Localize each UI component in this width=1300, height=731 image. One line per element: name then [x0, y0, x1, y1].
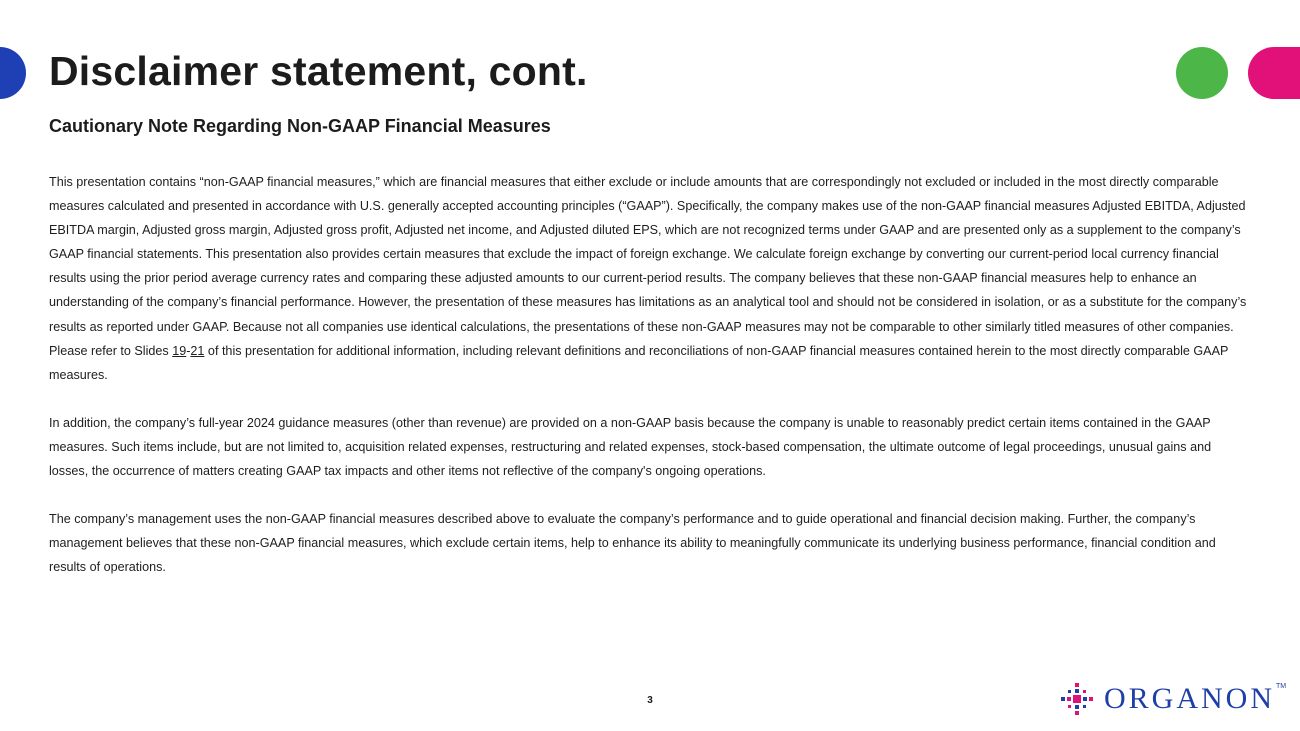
paragraph-1-tail: of this presentation for additional information, including relevant definitions and reconciliations of non-GAAP financial measures contained herein to the most directly comparable GAAP measures.: [49, 343, 1229, 382]
slide-19-link[interactable]: 19: [172, 343, 187, 358]
paragraph-2: In addition, the company’s full-year 2024 guidance measures (other than revenue) are provided on a non-GAAP basis because the company is unable to reasonably predict certain items contained in the GAAP measures. Such items include, but are not limited to, acquisition related expenses, restructuring and related expenses, stock-based compensation, the ultimate outcome of legal proceedings, unusual gains and losses, the occurrence of matters creating GAAP tax impacts and other items not reflective of the company's ongoing operations.: [49, 415, 1212, 479]
logo-wordmark: ORGANON: [1104, 682, 1275, 715]
green-accent-circle: [1176, 47, 1228, 99]
page-number: 3: [647, 695, 653, 706]
organon-cross-icon: [1060, 682, 1094, 716]
left-accent-shape: [0, 47, 26, 99]
paragraph-1: [49, 170, 1249, 387]
disclaimer-body: [49, 170, 1249, 603]
page-title: Disclaimer statement, cont.: [49, 48, 588, 94]
pink-accent-shape: [1248, 47, 1300, 99]
paragraph-3: The company’s management uses the non-GAAP financial measures described above to evaluate the company’s performance and to guide operational and financial decision making. Further, the company’s management believes that these non-GAAP financial measures, which exclude certain items, help to enhance its ability to meaningfully communicate its underlying business performance, financial condition and results of operations.: [49, 512, 1216, 575]
organon-logo: [1060, 681, 1286, 717]
slide-21-link[interactable]: 21: [190, 343, 205, 358]
paragraph-1-text: This presentation contains “non-GAAP financial measures,” which are financial measures that either exclude or include amounts that are correspondingly not excluded or included in the most directly comparable measures calculated and presented in accordance with U.S. generally accepted accounting principles (“GAAP”). Specifically, the company makes use of the non-GAAP financial measures Adjusted EBITDA, Adjusted EBITDA margin, Adjusted gross margin, Adjusted gross profit, Adjusted net income, and Adjusted diluted EPS, which are not recognized terms under GAAP and are presented only as a supplement to the company’s GAAP financial statements. This presentation also provides certain measures that exclude the impact of foreign exchange. We calculate foreign exchange by converting our current-period local currency financial results using the prior period average currency rates and comparing these adjusted amounts to our current-period results. The company believes that these non-GAAP financial measures help to enhance an understanding of the company’s financial performance. However, the presentation of these measures has limitations as an analytical tool and should not be considered in isolation, or as a substitute for the company’s results as reported under GAAP. Because not all companies use identical calculations, the presentations of these non-GAAP measures may not be comparable to other similarly titled measures of other companies. Please refer to Slides: [49, 175, 1247, 358]
link-dash: -: [186, 343, 191, 358]
section-subtitle: Cautionary Note Regarding Non-GAAP Financial Measures: [49, 116, 551, 136]
trademark-mark: TM: [1276, 683, 1287, 690]
